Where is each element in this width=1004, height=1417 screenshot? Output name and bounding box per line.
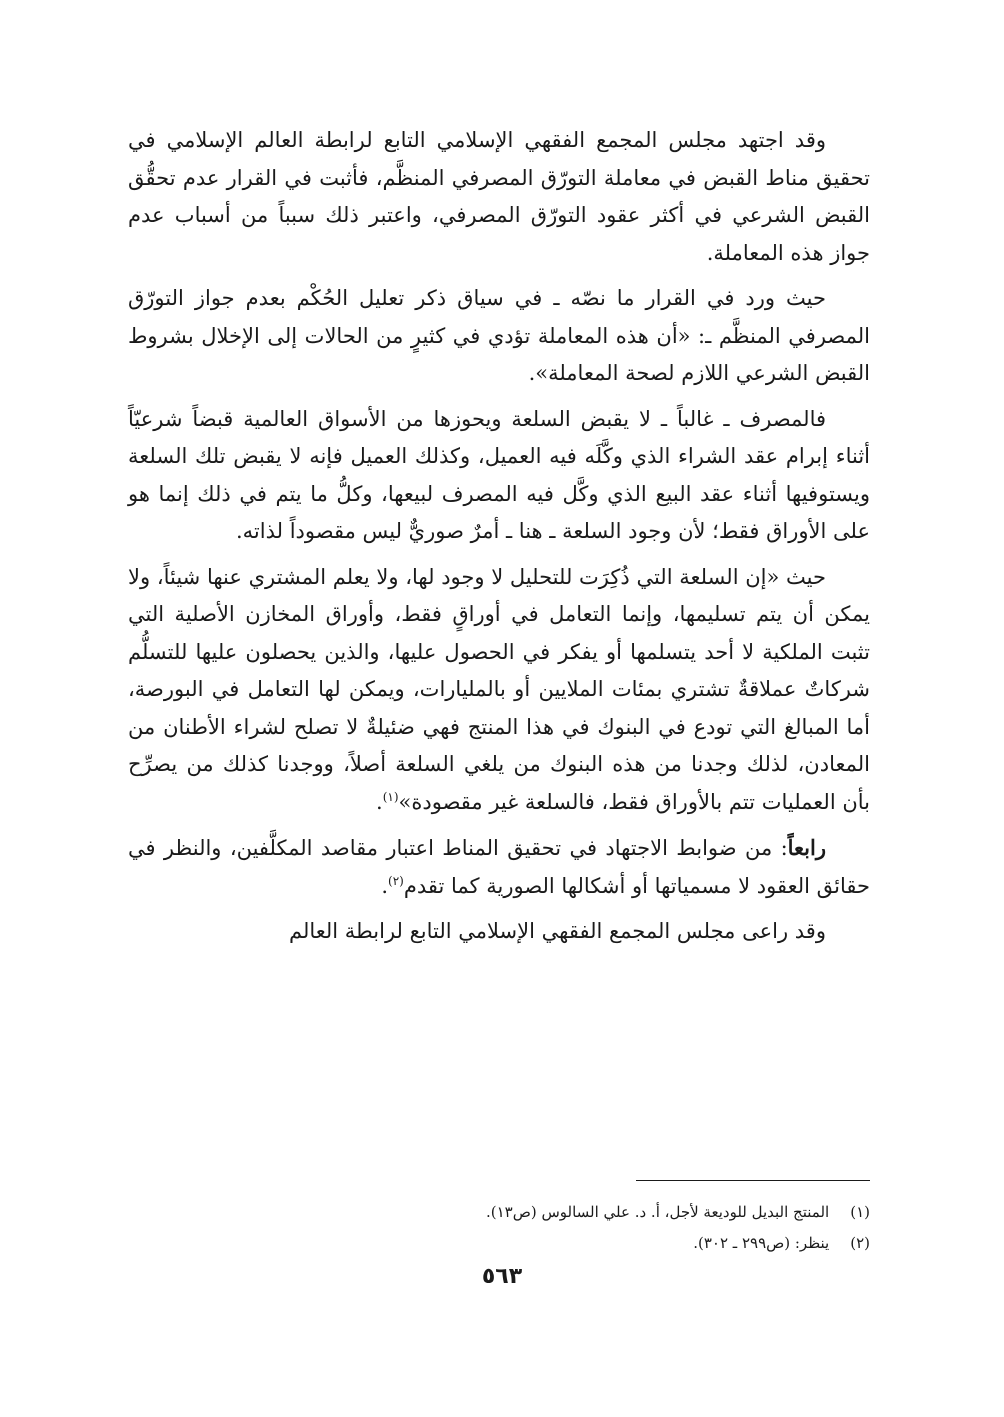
paragraph-3-text: فالمصرف ـ غالباً ـ لا يقبض السلعة ويحوزها من الأسواق العالمية قبضاً شرعيّاً أثناء إبرام عقد الشراء الذي وكَّلَه فيه العميل، وكذلك العميل فإنه لا يقبض تلك السلعة ويستوفيها أثناء عقد البيع الذي وكَّل فيه المصرف لبيعها، وكلُّ ما يتم في ذلك إنما هو على الأوراق فقط؛ لأن وجود السلعة ـ هنا ـ أمرٌ صوريٌّ ليس مقصوداً لذاته. [128, 406, 870, 543]
paragraph-2-text: حيث ورد في القرار ما نصّه ـ في سياق ذكر تعليل الحُكْم بعدم جواز التورّق المصرفي المنظَّم ـ: «أن هذه المعاملة تؤدي في كثيرٍ من الحالات إلى الإخلال بشروط القبض الشرعي اللازم لصحة المعاملة». [128, 286, 870, 385]
paragraph-5-lead: رابعاً [787, 835, 826, 860]
footnote-2-number: (٢) [850, 1234, 870, 1252]
paragraph-5 [128, 829, 870, 905]
footnote-1 [128, 1197, 870, 1228]
footnote-1-number: (١) [850, 1203, 870, 1221]
footnote-ref-1[interactable]: (١) [382, 789, 399, 804]
paragraph-6-text: وقد راعى مجلس المجمع الفقهي الإسلامي التابع لرابطة العالم [288, 919, 826, 943]
footnote-1-text: المنتج البديل للوديعة لأجل، أ. د. علي السالوس (ص١٣). [485, 1203, 830, 1221]
paragraph-5-trailing: . [381, 873, 389, 898]
main-text-block [128, 122, 870, 951]
paragraph-4 [128, 559, 870, 822]
footnote-2-text: ينظر: (ص٢٩٩ ـ ٣٠٢). [693, 1234, 830, 1252]
footnote-2 [128, 1228, 870, 1259]
footnote-divider [636, 1180, 870, 1181]
paragraph-4-text: حيث «إن السلعة التي ذُكِرَت للتحليل لا وجود لها، ولا يعلم المشتري عنها شيئاً، ولا يمكن أن يتم تسليمها، وإنما التعامل في أوراقٍ فقط، وأوراق المخازن الأصلية التي تثبت الملكية لا أحد يتسلمها أو يفكر في الحصول عليها، والذين يحصلون عليها للتسلُّم شركاتٌ عملاقةٌ تشتري بمئات الملايين أو بالمليارات، ويمكن لها التعامل في البورصة، أما المبالغ التي تودع في البنوك في هذا المنتج فهي ضئيلةٌ لا تصلح لشراء الأطنان من المعادن، لذلك وجدنا من هذه البنوك من يلغي السلعة أصلاً، ووجدنا كذلك من يصرِّح بأن العمليات تتم بالأوراق فقط، فالسلعة غير مقصودة» [128, 564, 870, 814]
paragraph-1 [128, 122, 870, 272]
footnotes-block [128, 1197, 870, 1259]
paragraph-2 [128, 280, 870, 393]
footnote-ref-2[interactable]: (٢) [388, 873, 404, 888]
page-number: ٥٦٣ [481, 1264, 523, 1289]
paragraph-1-text: وقد اجتهد مجلس المجمع الفقهي الإسلامي التابع لرابطة العالم الإسلامي في تحقيق مناط القبض في معاملة التورّق المصرفي المنظَّم، فأثبت في القرار عدم تحقُّق القبض الشرعي في أكثر عقود التورّق المصرفي، واعتبر ذلك سبباً من أسباب عدم جواز هذه المعاملة. [128, 128, 870, 265]
paragraph-5-text: : من ضوابط الاجتهاد في تحقيق المناط اعتبار مقاصد المكلَّفين، والنظر في حقائق العقود لا مسمياتها أو أشكالها الصورية كما تقدم [128, 836, 870, 898]
paragraph-3 [128, 401, 870, 551]
paragraph-4-trailing: . [376, 789, 383, 814]
paragraph-6 [128, 913, 870, 951]
